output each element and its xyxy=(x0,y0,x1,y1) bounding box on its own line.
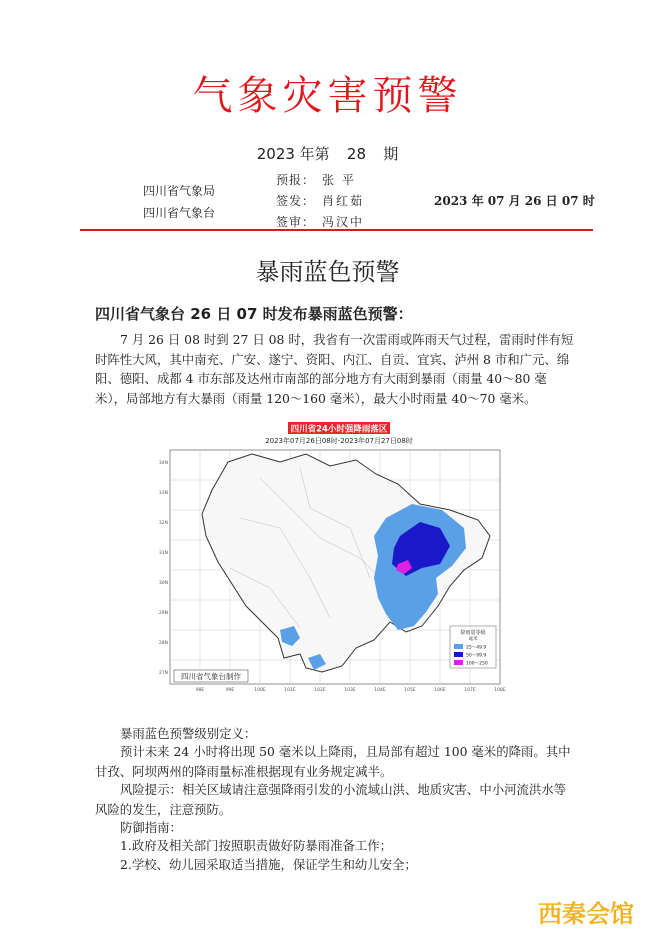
lat-tick-label: 31N xyxy=(158,551,168,556)
guide-item-1: 1.政府及相关部门按照职责做好防暴雨准备工作； xyxy=(120,838,393,853)
definition-text: 预计未来 24 小时将出现 50 毫米以上降雨，且局部有超过 100 毫米的降雨。其中甘孜、阿坝两州的降雨量标准根据现有业务规定减半。 xyxy=(95,744,571,779)
lat-tick-label: 30N xyxy=(158,581,168,586)
legend-label: 100～250 xyxy=(466,661,488,667)
lat-tick-label: 29N xyxy=(158,611,168,616)
legend-rows xyxy=(454,644,488,667)
issue-number: 28 xyxy=(346,145,367,163)
issued-datetime: 2023 年 07 月 26 日 07 时 xyxy=(434,194,595,208)
legend-swatch xyxy=(454,660,463,665)
signoff-role-forecast: 预报： xyxy=(276,173,316,187)
lon-tick-label: 108E xyxy=(494,688,506,693)
lat-tick-label: 34N xyxy=(158,461,168,466)
watermark-logo xyxy=(524,898,648,928)
office-observatory: 四川省气象台 xyxy=(143,206,216,220)
signoff-name-forecast: 张 平 xyxy=(322,173,356,187)
lat-tick-label: 32N xyxy=(158,521,168,526)
masthead-title: 气象灾害预警 xyxy=(192,73,463,119)
legend-label: 25～49.9 xyxy=(466,645,487,651)
map-credit: 四川省气象台制作 xyxy=(181,672,241,681)
lon-tick-label: 103E xyxy=(344,688,356,693)
legend-swatch xyxy=(454,652,463,657)
lon-tick-label: 107E xyxy=(464,688,476,693)
legend-title: 降雨量等级 xyxy=(460,630,486,636)
lon-tick-label: 98E xyxy=(195,688,205,693)
map-subtitle: 2023年07月26日08时-2023年07月27日08时 xyxy=(265,437,413,445)
forecast-body: 7 月 26 日 08 时到 27 日 08 时，我省有一次雷雨或阵雨天气过程，雷雨时伴有短时阵性大风，其中南充、广安、遂宁、资阳、内江、自贡、宜宾、泸州 8 市和广元、绵阳、德阳、成都 4 市东部及达州市南部的部分地方有大雨到暴雨（雨量 40～80 毫米），局部地方有大暴雨（雨量 120～160 毫米），最大小时雨量 40～70 毫米。 xyxy=(95,332,574,406)
lat-tick-label: 28N xyxy=(158,641,168,646)
lon-tick-label: 105E xyxy=(404,688,416,693)
issue-prefix: 2023 年第 xyxy=(256,145,330,163)
signoff-name-review: 冯汉中 xyxy=(322,215,365,229)
lat-tick-label: 33N xyxy=(158,491,168,496)
risk-tip: 风险提示：相关区域请注意强降雨引发的小流域山洪、地质灾害、中小河流洪水等风险的发生，注意预防。 xyxy=(95,782,567,817)
legend-label: 50～99.9 xyxy=(466,653,487,659)
legend-unit: 毫米 xyxy=(468,637,478,642)
definition-heading: 暴雨蓝色预警级别定义： xyxy=(120,726,257,741)
lon-tick-label: 99E xyxy=(225,688,235,693)
office-bureau: 四川省气象局 xyxy=(143,184,216,198)
signoff-role-review: 签审： xyxy=(276,215,316,229)
lon-tick-label: 101E xyxy=(284,688,296,693)
lat-tick-label: 27N xyxy=(158,671,168,676)
map-title: 四川省24小时强降雨落区 xyxy=(290,424,388,435)
rainfall-map xyxy=(160,418,517,694)
issue-suffix: 期 xyxy=(383,145,399,163)
warning-subhead: 四川省气象台 26 日 07 时发布暴雨蓝色预警： xyxy=(95,305,413,323)
signoff-role-issue: 签发： xyxy=(276,194,316,208)
lon-tick-label: 100E xyxy=(254,688,266,693)
lon-tick-label: 102E xyxy=(314,688,326,693)
lon-tick-label: 104E xyxy=(374,688,386,693)
guide-item-2: 2.学校、幼儿园采取适当措施，保证学生和幼儿安全； xyxy=(120,857,417,872)
watermark-text: 西秦会馆 xyxy=(538,900,634,928)
issue-line xyxy=(0,143,655,164)
red-divider xyxy=(80,229,593,231)
legend-swatch xyxy=(454,644,463,649)
signoff-name-issue: 肖红茹 xyxy=(322,194,365,208)
warning-headline: 暴雨蓝色预警 xyxy=(255,258,400,286)
guide-heading: 防御指南： xyxy=(120,820,182,835)
lon-tick-label: 106E xyxy=(434,688,446,693)
